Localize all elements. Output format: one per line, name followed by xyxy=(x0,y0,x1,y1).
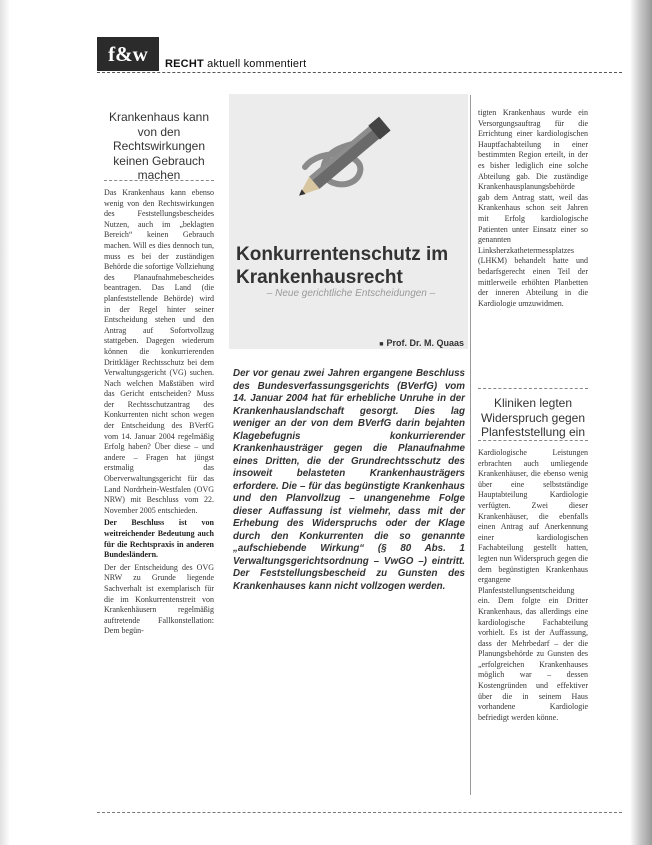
section-label-bold: RECHT xyxy=(165,58,204,70)
right-divider-bottom xyxy=(478,440,588,441)
feature-title: Konkurrentenschutz im Krankenhausrecht xyxy=(236,244,449,288)
lead-text: Der vor genau zwei Jahren ergangene Beschluss des Bundesverfassungsgerichts (BVerfG) vom 14. Januar 2004 hat für erhebliche Unruhe in der Krankenhauslandschaft gesorgt. Dies lag weniger an der von dem BVerfG darin bejahten Klagebefugnis konkurrierender Krankenhausträger gegen die Planaufnahme eines Dritten, die der Grundrechtsschutz des insoweit belasteten Krankenhausträgers erfordere. Die – für das begünstigte Krankenhaus und den Planvollzug – unangenehme Folge dieser Auffassung ist vielmehr, dass mit der Erhebung des Widerspruchs oder der Klage durch den Konkurrenten die so genannte „aufschiebende Wirkung“ (§ 80 Abs. 1 Verwaltungsgerichtsordnung – VwGO –) eintritt. Der Feststellungsbescheid zu Gunsten des Krankenhauses kann nicht vollzogen werden. xyxy=(233,368,465,592)
left-bold-paragraph: Der Beschluss ist von weitreichender Bedeutung auch für die Rechtspraxis in anderen Bundesländern. xyxy=(104,518,214,560)
column-separator xyxy=(470,95,471,795)
right-column-top xyxy=(478,108,588,311)
footer-rule xyxy=(97,812,622,813)
author-marker-icon: ■ xyxy=(379,341,384,348)
feature-subtitle: – Neue gerichtliche Entscheidungen – xyxy=(266,288,436,299)
right-divider-top xyxy=(478,388,588,389)
left-paragraph-2: Der der Entscheidung des OVG NRW zu Grunde liegende Sachverhalt ist exemplarisch für die im Konkurrentenstreit von Krankenhäusern regelmäßig auftretende Fallkonstellation: Dem begün- xyxy=(104,562,214,636)
left-subheading: Krankenhaus kann von den Rechtswirkungen keinen Gebrauch machen xyxy=(108,110,210,182)
author-name: Prof. Dr. M. Quaas xyxy=(386,338,464,348)
left-paragraph-1: Das Krankenhaus kann ebenso wenig von den Rechtswirkungen des Feststellungsbescheides Nutzen, auch im „beklagten Bereich“ keinen Gebrauch machen. Will es dies dennoch tun, muss es bei der zuständigen Behörde die sofortige Vollziehung des Planaufnahmebescheides beantragen. Das Land (die planfeststellende Behörde) wird in der Regel hinter seiner Entscheidung stehen und den Antrag auf Sofortvollzug stattgeben. Dagegen wiederum können die konkurrierenden Drittkläger Rechtsschutz bei dem Verwaltungsgericht (VG) suchen. Nach welchen Maßstäben wird das Gericht entscheiden? Muss der Rechtsschutzantrag des Konkurrenten nicht schon wegen der Entscheidung des BVerfG vom 14. Januar 2004 regelmäßig Erfolg haben? Über diese – und andere – Fragen hat jüngst erstmalig das Oberverwaltungsgericht für das Land Nordrhein-Westfalen (OVG NRW) mit Beschluss vom 22. November 2005 entschieden. xyxy=(104,188,214,515)
pencil-illustration xyxy=(265,97,425,217)
author-line xyxy=(330,338,464,348)
right-column-bottom xyxy=(478,448,588,725)
page-left-shadow xyxy=(0,0,10,845)
section-label xyxy=(165,58,306,70)
left-column xyxy=(104,188,214,639)
header-rule xyxy=(97,72,622,73)
right-paragraph-2: Kardiologische Leistungen erbrachten auch umliegende Krankenhäuser, die ebenso wenig über eine selbstständige Hauptabteilung Kardiologie verfügten. Zwei dieser Krankenhäuser, die ebenfalls einen Antrag auf Anerkennung einer kardiologischen Fachabteilung gestellt hatten, legten nun Widerspruch gegen die dem begünstigten Krankenhaus ergangene Planfeststellungsentscheidung ein. Dem folgte ein Dritter Krankenhaus, das allerdings eine kardiologische Fachabteilung vorhielt. Es ist der Auffassung, dass der Mehrbedarf – der die Planungsbehörde zu Gunsten des „erfolgreichen Krankenhauses möglich war – dessen Kostengründen und effektiver über die in seinem Haus vorhandene Kardiologie befriedigt werden könne. xyxy=(478,448,588,722)
section-label-rest: aktuell kommentiert xyxy=(207,58,307,70)
right-paragraph-1: tigten Krankenhaus wurde ein Versorgungsauftrag für die Errichtung einer kardiologischen Hauptfachabteilung in einer bestimmten Region erteilt, in der es bisher lediglich eine solche Abteilung gab. Die zuständige Krankenhausplanungsbehörde gab dem Antrag statt, weil das Krankenhaus schon seit Jahren mit Erfolg kardiologische Patienten unter Einsatz einer so genannten Linksherzkathetermessplatzes (LHKM) behandelt hatte und bedarfsgerecht einen Teil der mittlerweile erhöhten Planbetten der inneren Abteilung in die Kardiologie umzuwidmen. xyxy=(478,108,588,308)
left-divider xyxy=(104,180,214,181)
page-right-shadow xyxy=(630,0,652,845)
right-subheading: Kliniken legten Widerspruch gegen Planfeststellung ein xyxy=(480,396,586,439)
publication-logo: f&w xyxy=(97,37,159,71)
